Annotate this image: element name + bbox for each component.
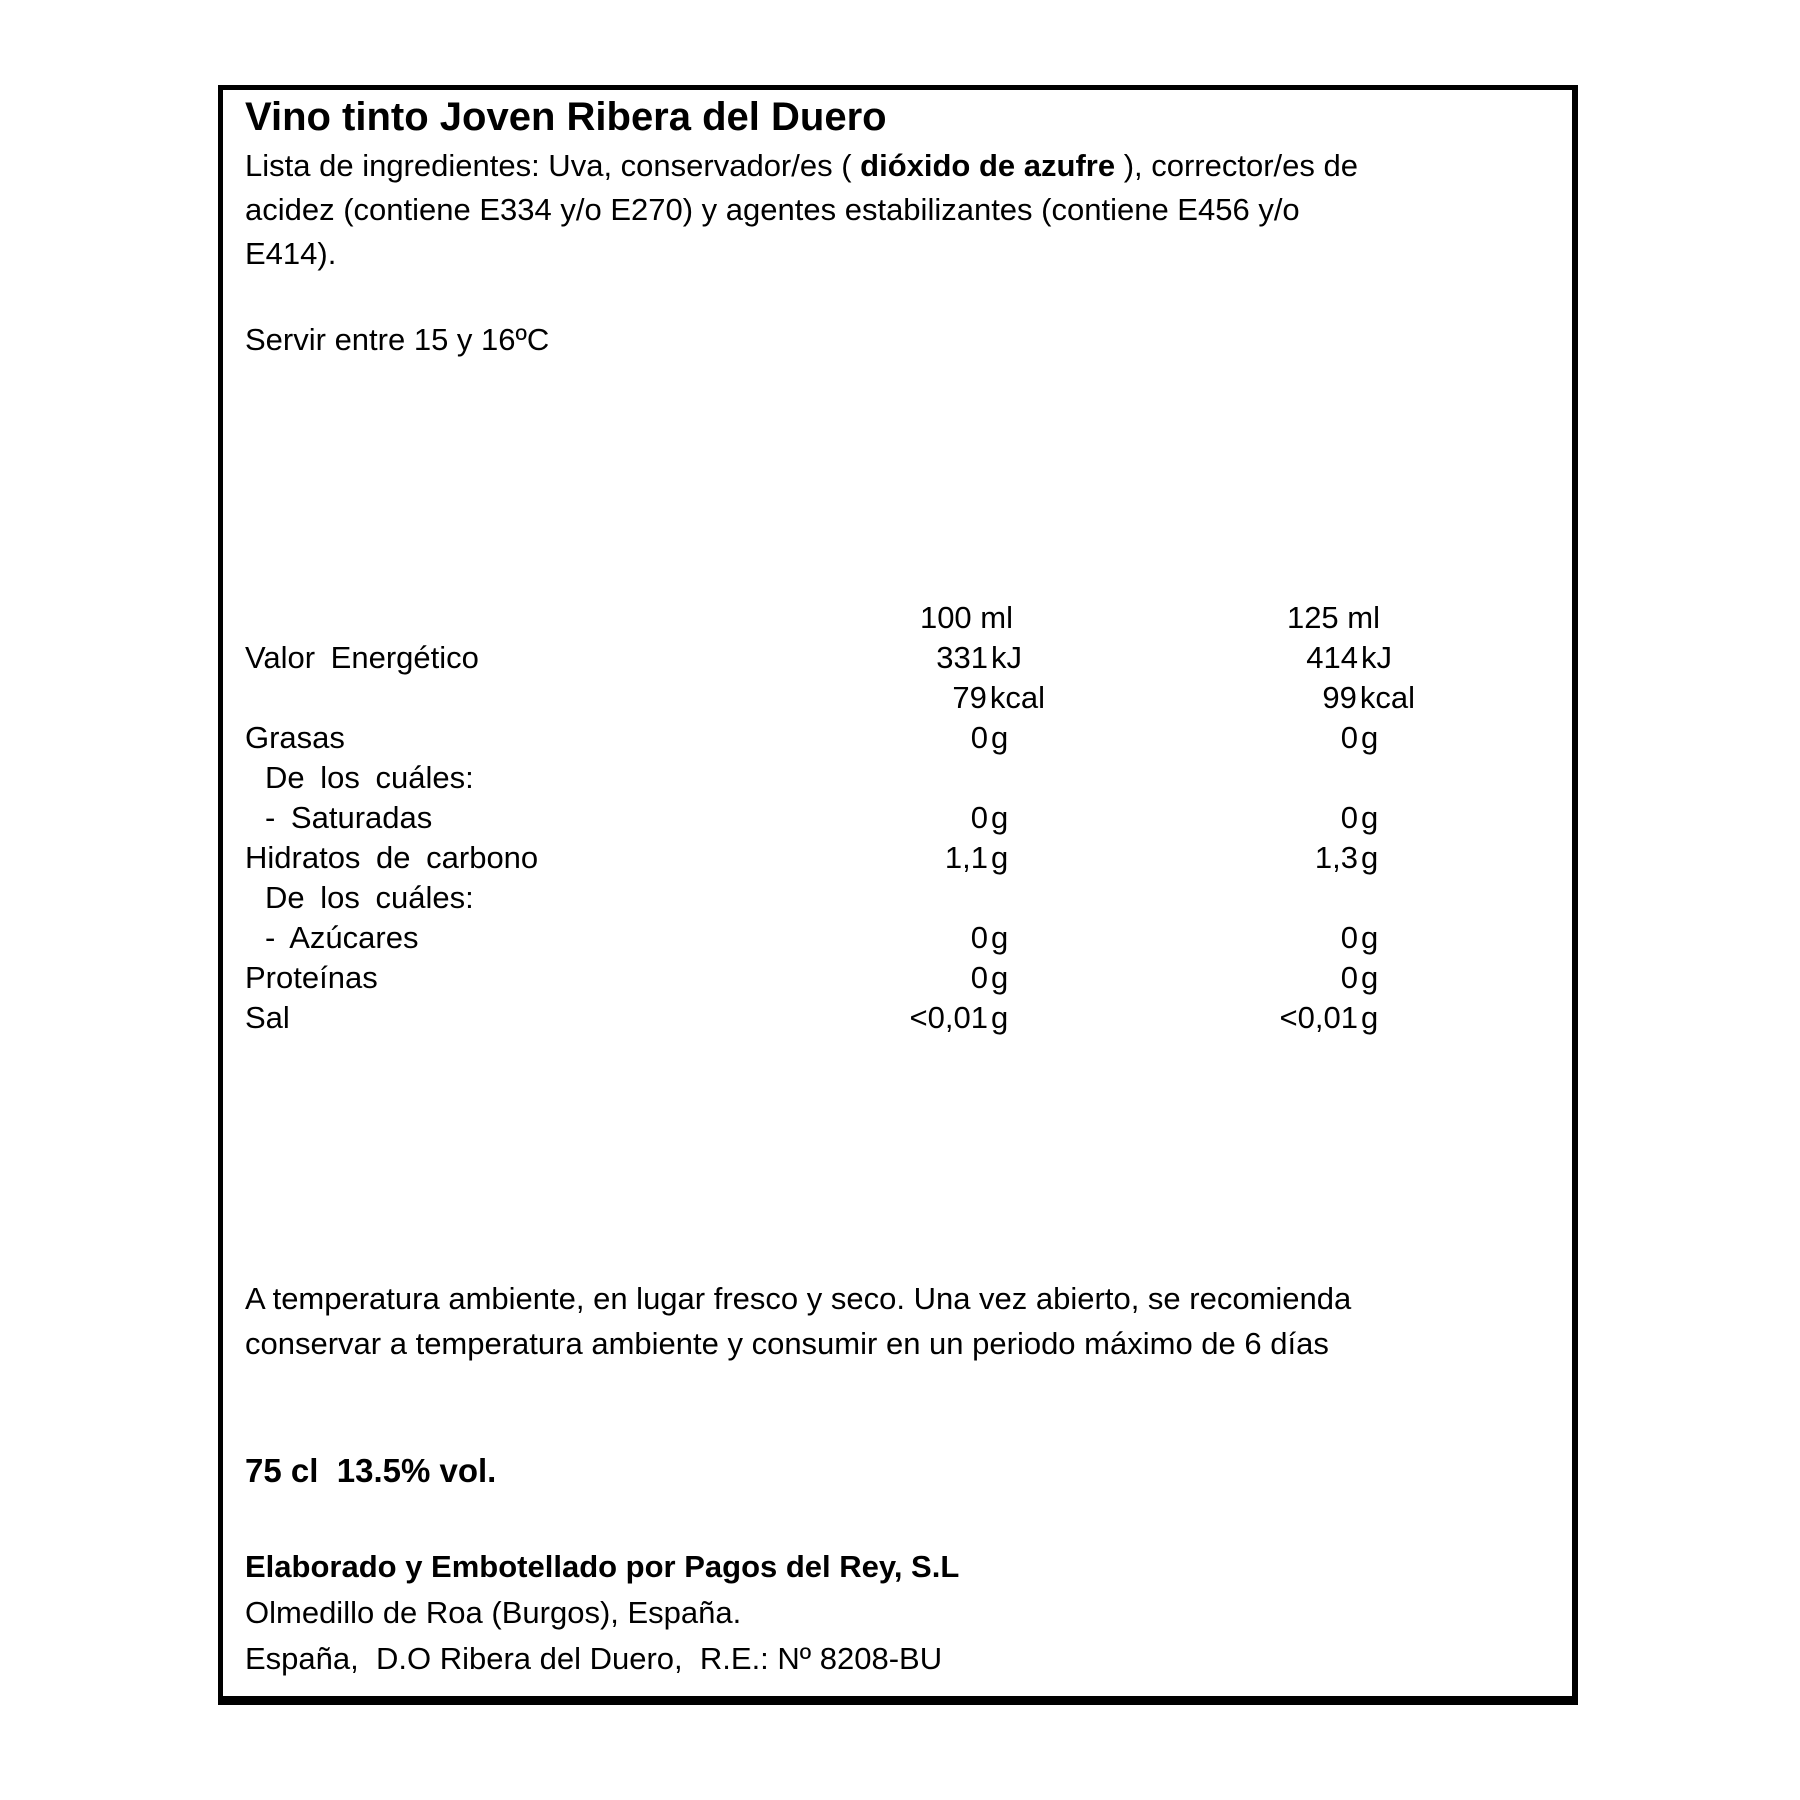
storage-line-2: conservar a temperatura ambiente y consumir en un periodo máximo de 6 días [245, 1326, 1329, 1361]
value-125ml: 99 kcal [1322, 680, 1415, 715]
value-100ml: 331 kJ [936, 640, 1022, 675]
value-125ml [1045, 878, 1415, 918]
value-125ml: 0 g [1340, 720, 1379, 755]
ingredients-line-1: Lista de ingredientes: Uva, conservador/es ( dióxido de azufre ), corrector/es de [245, 148, 1358, 183]
producer-address: Olmedillo de Roa (Burgos), España. [245, 1595, 742, 1630]
value-125ml: 0 g [1340, 920, 1379, 955]
value-125ml [1045, 758, 1415, 798]
nutrition-row-of-which-1 [245, 758, 1550, 798]
nutrition-row-carbohydrate [245, 838, 1550, 878]
nutrient-name: Sal [245, 1000, 290, 1035]
nutrition-row-saturates [245, 798, 1550, 838]
nutrient-name: Grasas [245, 720, 345, 755]
nutrient-name: De los cuáles: [265, 760, 474, 795]
nutrition-row-protein [245, 958, 1550, 998]
value-125ml: 0 g [1340, 800, 1379, 835]
value-100ml: <0,01 g [909, 1000, 1009, 1035]
value-100ml [750, 758, 1045, 798]
nutrition-row-energy-kcal [245, 678, 1550, 718]
value-100ml: 0 g [970, 800, 1009, 835]
value-125ml: 0 g [1340, 960, 1379, 995]
nutrition-row-fat [245, 718, 1550, 758]
value-100ml: 1,1 g [944, 840, 1009, 875]
volume-alcohol: 75 cl 13.5% vol. [245, 1452, 497, 1489]
nutrient-name: - Saturadas [265, 800, 433, 835]
nutrition-table [245, 598, 1550, 1038]
nutrient-name [245, 678, 750, 718]
producer-info [245, 1544, 1550, 1682]
value-125ml: 1,3 g [1314, 840, 1379, 875]
value-125ml: 414 kJ [1306, 640, 1392, 675]
nutrition-header-row [245, 598, 1550, 638]
producer-name: Elaborado y Embotellado por Pagos del Rey, S.L [245, 1549, 960, 1584]
nutrient-name: Hidratos de carbono [245, 840, 539, 875]
storage-instructions [245, 1276, 1550, 1366]
nutrition-row-of-which-2 [245, 878, 1550, 918]
value-100ml [750, 878, 1045, 918]
storage-line-1: A temperatura ambiente, en lugar fresco y seco. Una vez abierto, se recomienda [245, 1281, 1352, 1316]
column-header-125ml: 125 ml [1286, 600, 1380, 635]
value-100ml: 79 kcal [952, 680, 1045, 715]
wine-label-box [218, 85, 1578, 1705]
value-100ml: 0 g [970, 720, 1009, 755]
ingredients-line-3: E414). [245, 236, 337, 271]
serving-temperature: Servir entre 15 y 16ºC [245, 322, 550, 357]
nutrient-name: Proteínas [245, 960, 378, 995]
bold-allergen-text: dióxido de azufre [860, 148, 1116, 183]
column-header-100ml: 100 ml [919, 600, 1013, 635]
value-100ml: 0 g [970, 960, 1009, 995]
nutrient-name: - Azúcares [265, 920, 419, 955]
nutrition-row-salt [245, 998, 1550, 1038]
product-title: Vino tinto Joven Ribera del Duero [245, 95, 887, 139]
nutrition-row-energy-kj [245, 638, 1550, 678]
nutrient-name: De los cuáles: [265, 880, 474, 915]
producer-registration: España, D.O Ribera del Duero, R.E.: Nº 8208-BU [245, 1641, 943, 1676]
nutrient-name: Valor Energético [245, 640, 479, 675]
ingredients-line-2: acidez (contiene E334 y/o E270) y agentes estabilizantes (contiene E456 y/o [245, 192, 1300, 227]
value-125ml: <0,01 g [1279, 1000, 1379, 1035]
value-100ml: 0 g [970, 920, 1009, 955]
ingredients-text [245, 144, 1550, 276]
nutrition-row-sugars [245, 918, 1550, 958]
